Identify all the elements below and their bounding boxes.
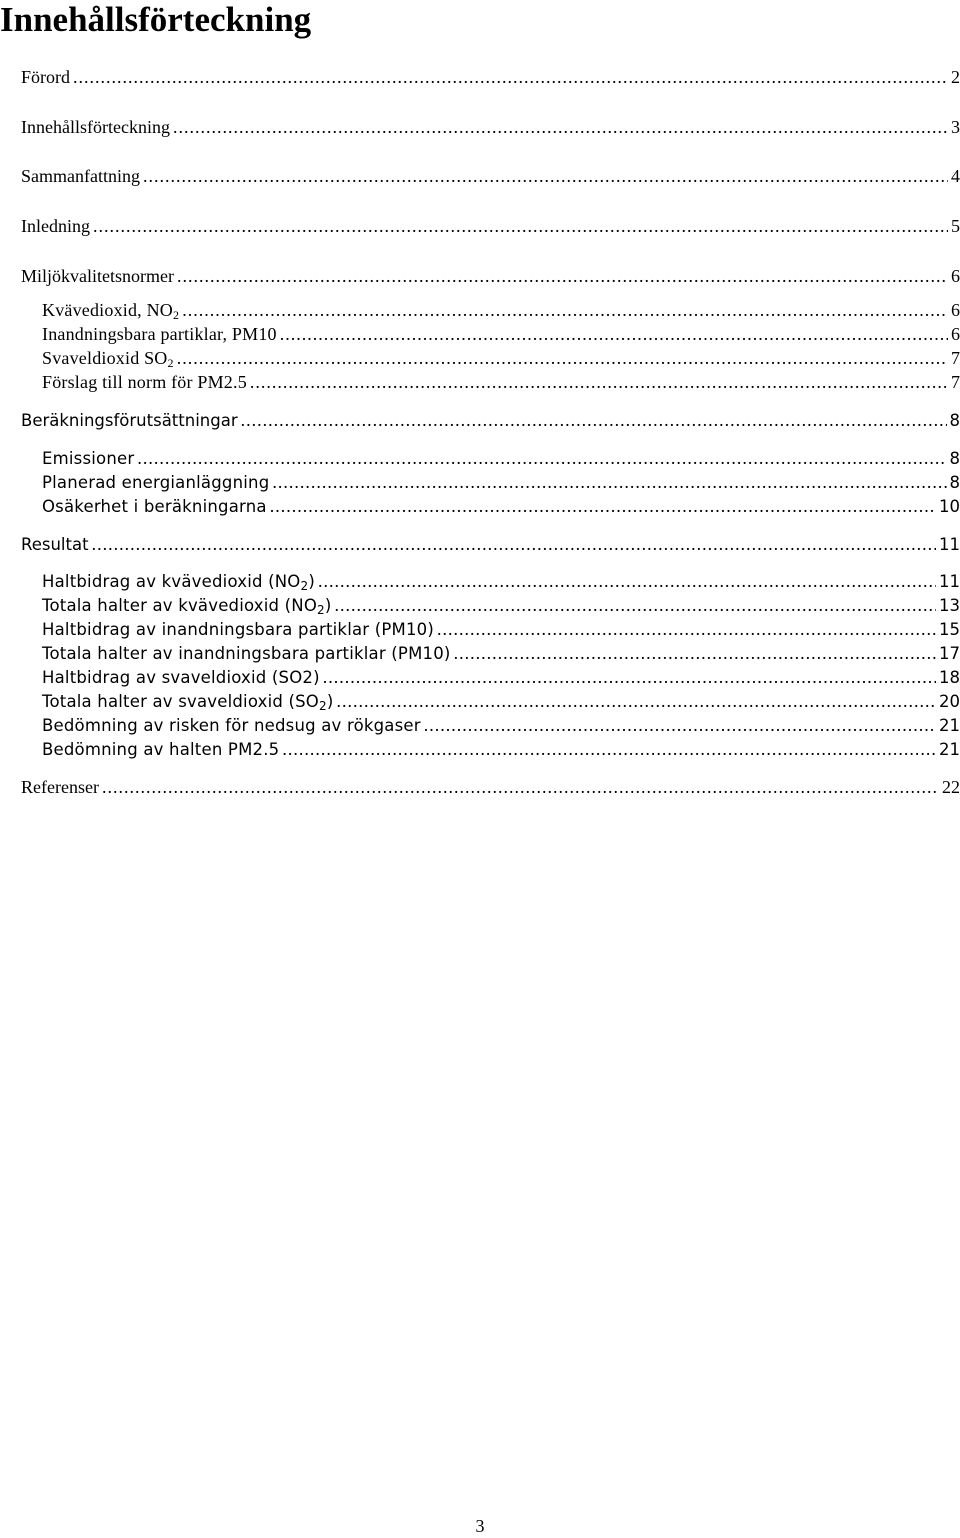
page-number: 3 bbox=[475, 1516, 485, 1536]
toc-label-text: Totala halter av kvävedioxid (NO bbox=[42, 596, 318, 615]
toc-label-suffix: ) bbox=[326, 692, 334, 711]
toc-entry-page: 21 bbox=[939, 716, 960, 735]
toc-entry-resultat[interactable] bbox=[0, 533, 960, 555]
toc-leader-dots bbox=[182, 299, 948, 321]
toc-entry-label: Sammanfattning bbox=[21, 166, 140, 186]
toc-label-text: Haltbidrag av kvävedioxid (NO bbox=[42, 572, 301, 591]
toc-entry-label: Innehållsförteckning bbox=[21, 117, 170, 137]
toc-leader-dots bbox=[137, 447, 946, 469]
toc-entry-label: Bedömning av halten PM2.5 bbox=[42, 740, 280, 759]
toc-entry-osakerhet[interactable] bbox=[0, 495, 960, 517]
toc-entry-page: 7 bbox=[951, 372, 960, 392]
toc-entry-label: Emissioner bbox=[42, 449, 135, 468]
toc-entry-innehallsforteckning[interactable] bbox=[0, 116, 960, 138]
toc-entry-page: 15 bbox=[939, 620, 960, 639]
toc-entry-svaveldioxid[interactable] bbox=[0, 347, 960, 369]
toc-entry-totala-no2[interactable] bbox=[0, 594, 960, 616]
toc-entry-label: Beräkningsförutsättningar bbox=[21, 411, 238, 430]
toc-entry-page: 17 bbox=[939, 644, 960, 663]
toc-entry-page: 18 bbox=[939, 668, 960, 687]
toc-leader-dots bbox=[73, 66, 948, 88]
toc-entry-haltbidrag-no2[interactable] bbox=[0, 570, 960, 592]
toc-entry-miljokvalitetsnormer[interactable] bbox=[0, 265, 960, 287]
toc-leader-dots bbox=[454, 642, 936, 664]
toc-leader-dots bbox=[270, 495, 936, 517]
toc-entry-planerad-energianlaggning[interactable] bbox=[0, 471, 960, 493]
toc-entry-inledning[interactable] bbox=[0, 215, 960, 237]
toc-entry-haltbidrag-pm10[interactable] bbox=[0, 618, 960, 640]
toc-leader-dots bbox=[336, 690, 936, 712]
toc-leader-dots bbox=[323, 666, 936, 688]
toc-entry-page: 6 bbox=[951, 266, 960, 286]
subscript: 2 bbox=[167, 356, 174, 370]
toc-entry-inandningsbara-partiklar[interactable] bbox=[0, 323, 960, 345]
toc-entry-page: 3 bbox=[951, 117, 960, 137]
toc-entry-page: 8 bbox=[949, 473, 960, 492]
subscript: 2 bbox=[319, 699, 327, 713]
toc-entry-page: 13 bbox=[939, 596, 960, 615]
toc-leader-dots bbox=[173, 116, 948, 138]
toc-entry-label: Haltbidrag av inandningsbara partiklar (PM10) bbox=[42, 620, 434, 639]
toc-entry-forord[interactable] bbox=[0, 66, 960, 88]
toc-leader-dots bbox=[177, 347, 948, 369]
subscript: 2 bbox=[317, 603, 325, 617]
toc-entry-label: Inledning bbox=[21, 216, 90, 236]
toc-entry-label: Referenser bbox=[21, 777, 99, 797]
toc-entry-page: 22 bbox=[942, 777, 960, 797]
toc-entry-label: Inandningsbara partiklar, PM10 bbox=[42, 324, 277, 344]
toc-entry-page: 11 bbox=[939, 535, 960, 554]
toc-entry-label bbox=[42, 347, 174, 369]
toc-entry-label: Planerad energianläggning bbox=[42, 473, 270, 492]
toc-leader-dots bbox=[437, 618, 936, 640]
toc-leader-dots bbox=[424, 714, 936, 736]
toc-label-suffix: ) bbox=[308, 572, 315, 591]
toc-entry-page: 20 bbox=[939, 692, 960, 711]
toc-entry-berakningsforutsattningar[interactable] bbox=[0, 409, 960, 431]
toc-entry-kvavedioxid[interactable] bbox=[0, 299, 960, 321]
toc-entry-emissioner[interactable] bbox=[0, 447, 960, 469]
toc-entry-label bbox=[42, 299, 179, 321]
subscript: 2 bbox=[172, 308, 180, 322]
toc-entry-referenser[interactable] bbox=[0, 776, 960, 798]
toc-entry-label: Totala halter av inandningsbara partiklar (PM10) bbox=[42, 644, 451, 663]
toc-entry-page: 5 bbox=[951, 216, 960, 236]
toc-entry-label: Osäkerhet i beräkningarna bbox=[42, 497, 267, 516]
toc-entry-page: 11 bbox=[939, 572, 960, 591]
toc-entry-label: Miljökvalitetsnormer bbox=[21, 266, 174, 286]
toc-entry-page: 2 bbox=[951, 67, 960, 87]
toc-leader-dots bbox=[318, 570, 936, 592]
toc-leader-dots bbox=[177, 265, 948, 287]
toc-leader-dots bbox=[335, 594, 936, 616]
toc-label-text: Svaveldioxid SO bbox=[42, 348, 168, 368]
toc-entry-sammanfattning[interactable] bbox=[0, 165, 960, 187]
toc-leader-dots bbox=[92, 533, 936, 555]
toc-leader-dots bbox=[282, 738, 936, 760]
toc-entry-page: 4 bbox=[951, 166, 960, 186]
toc-entry-label bbox=[42, 571, 315, 593]
toc-entry-label: Förord bbox=[21, 67, 70, 87]
toc-label-suffix: ) bbox=[324, 596, 332, 615]
toc-entry-label: Haltbidrag av svaveldioxid (SO2) bbox=[42, 668, 320, 687]
toc-entry-page: 8 bbox=[949, 411, 960, 430]
toc-entry-label: Resultat bbox=[21, 535, 89, 554]
toc-entry-bedomning-pm25[interactable] bbox=[0, 738, 960, 760]
toc-label-text: Kvävedioxid, NO bbox=[42, 300, 173, 320]
toc-entry-label: Bedömning av risken för nedsug av rökgaser bbox=[42, 716, 421, 735]
toc-entry-page: 7 bbox=[951, 348, 960, 368]
toc-entry-page: 21 bbox=[939, 740, 960, 759]
toc-leader-dots bbox=[241, 409, 947, 431]
toc-leader-dots bbox=[102, 776, 939, 798]
toc-entry-page: 10 bbox=[939, 497, 960, 516]
subscript: 2 bbox=[300, 579, 309, 593]
toc-leader-dots bbox=[250, 371, 948, 393]
toc-entry-page: 8 bbox=[949, 449, 960, 468]
toc-leader-dots bbox=[143, 165, 948, 187]
toc-entry-bedomning-nedsug[interactable] bbox=[0, 714, 960, 736]
toc-leader-dots bbox=[280, 323, 948, 345]
page-title: Innehållsförteckning bbox=[0, 0, 312, 39]
toc-entry-label bbox=[42, 595, 332, 617]
toc-entry-label: Förslag till norm för PM2.5 bbox=[42, 372, 247, 392]
toc-entry-totala-pm10[interactable] bbox=[0, 642, 960, 664]
toc-entry-label bbox=[42, 691, 333, 713]
toc-leader-dots bbox=[93, 215, 948, 237]
toc-entry-page: 6 bbox=[951, 324, 960, 344]
toc-entry-haltbidrag-so2[interactable] bbox=[0, 666, 960, 688]
toc-entry-totala-so2[interactable] bbox=[0, 690, 960, 712]
toc-entry-page: 6 bbox=[951, 300, 960, 320]
toc-leader-dots bbox=[272, 471, 946, 493]
toc-entry-forslag-pm25[interactable] bbox=[0, 371, 960, 393]
toc-label-text: Totala halter av svaveldioxid (SO bbox=[42, 692, 319, 711]
